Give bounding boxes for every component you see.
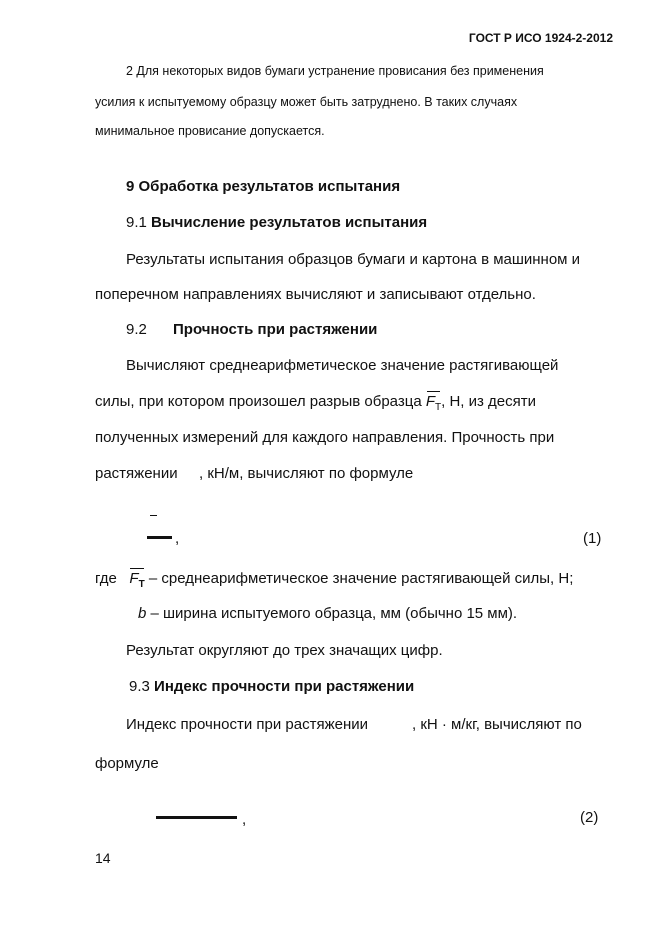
- where-line-1: [95, 570, 573, 590]
- note-line-3: минимальное провисание допускается.: [95, 124, 325, 138]
- s93-line-1b: , кН · м/кг, вычисляют по: [412, 716, 582, 733]
- formula-1-fraction-bar: [147, 536, 172, 539]
- subsection-9-1-number: 9.1: [126, 214, 147, 231]
- s93-line-2: формуле: [95, 755, 159, 772]
- width-symbol: b: [138, 605, 147, 622]
- formula-2-comma: ,: [242, 811, 247, 828]
- subsection-9-3-title: Индекс прочности при растяжении: [154, 678, 415, 695]
- s93-line-1a: Индекс прочности при растяжении: [126, 716, 368, 733]
- subsection-9-2-number: 9.2: [126, 321, 147, 338]
- formula-1-overbar: [150, 515, 157, 516]
- s92-line-2-text: силы, при котором произошел разрыв образца: [95, 393, 426, 410]
- where-line-1-text: – среднеарифметическое значение растягивающей силы, Н;: [144, 570, 574, 587]
- s92-line-3: полученных измерений для каждого направления. Прочность при: [95, 429, 555, 446]
- formula-1-comma: ,: [175, 530, 180, 547]
- formula-2-fraction-bar: [156, 816, 237, 819]
- subsection-9-2-title: Прочность при растяжении: [173, 321, 378, 338]
- s92-line-1: Вычисляют среднеарифметическое значение растягивающей: [126, 357, 559, 374]
- subsection-9-1-heading: [126, 214, 427, 231]
- s91-line-1: Результаты испытания образцов бумаги и картона в машинном и: [126, 251, 581, 268]
- rounding-note: Результат округляют до трех значащих цифр.: [126, 642, 443, 659]
- where-mean-force-symbol: $F_T$: [129, 570, 145, 590]
- page-number: 14: [95, 850, 111, 866]
- s92-line-2-tail: , Н, из десяти: [441, 393, 537, 410]
- subsection-9-3-number: 9.3: [129, 678, 150, 695]
- document-header: ГОСТ Р ИСО 1924-2-2012: [468, 31, 613, 45]
- s92-line-4a: растяжении: [95, 465, 178, 482]
- subsection-9-1-title: Вычисление результатов испытания: [151, 214, 428, 231]
- s92-line-2: [95, 393, 536, 413]
- where-line-2: [138, 605, 517, 622]
- formula-1-number: (1): [583, 530, 602, 547]
- note-line-2: усилия к испытуемому образцу может быть затруднено. В таких случаях: [95, 95, 518, 109]
- where-label: где: [95, 570, 117, 587]
- formula-2-number: (2): [580, 809, 599, 826]
- s91-line-2: поперечном направлениях вычисляют и записывают отдельно.: [95, 286, 536, 303]
- subsection-9-3-heading: [129, 678, 414, 695]
- section-9-title: 9 Обработка результатов испытания: [126, 178, 401, 195]
- note-line-1: 2 Для некоторых видов бумаги устранение провисания без применения: [126, 64, 544, 78]
- where-line-2-text: – ширина испытуемого образца, мм (обычно 15 мм).: [146, 605, 518, 622]
- mean-force-symbol: $F_T$: [425, 393, 442, 413]
- s92-line-4b: , кН/м, вычисляют по формуле: [199, 465, 414, 482]
